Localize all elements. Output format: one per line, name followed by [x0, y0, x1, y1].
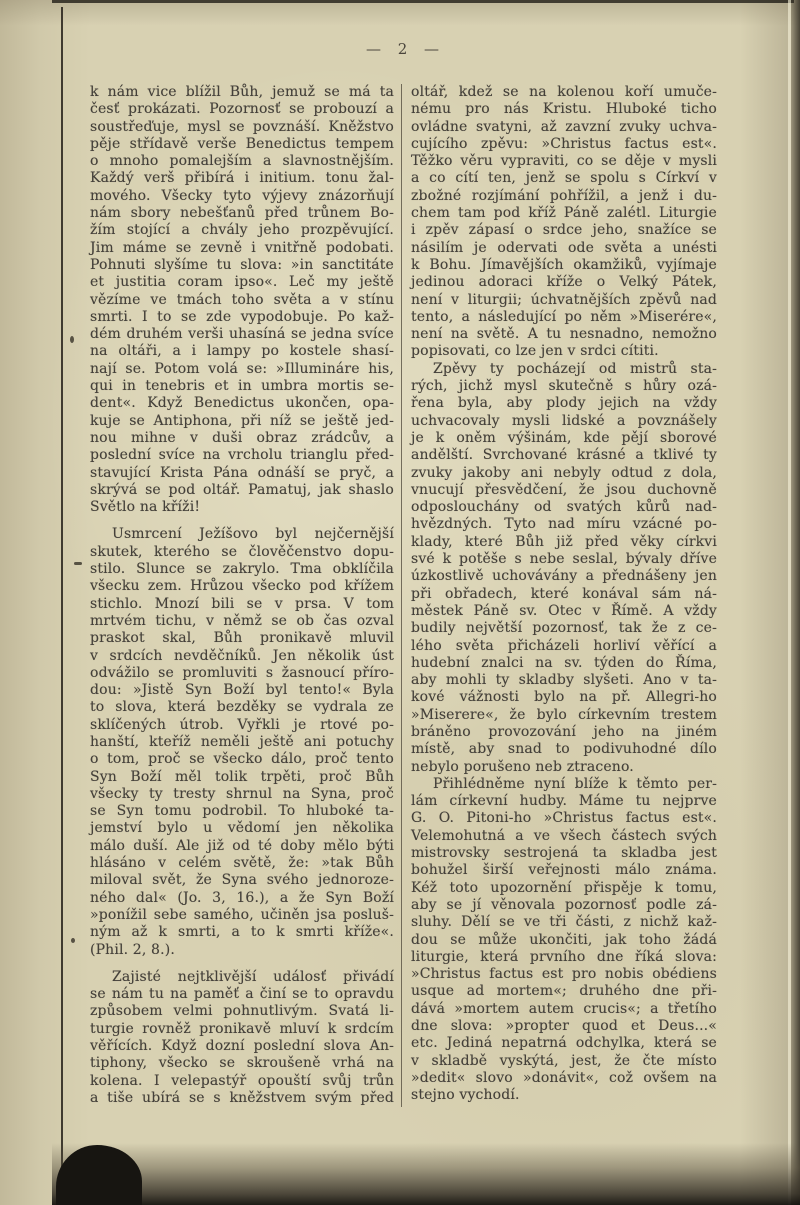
text-line: k nám vice blížil Bůh, jemuž se má ta	[90, 84, 394, 100]
text-line: Přihlédněme nyní blíže k těmto per-	[433, 775, 717, 792]
text-line: (Phil. 2, 8.).	[90, 941, 175, 958]
text-line: praskot skal, Bůh pronikavě mluvil	[90, 630, 394, 647]
text-line: Zajisté nejtklivější událosť přivádí	[112, 968, 394, 985]
text-line: miloval svět, že Syna svého jednoroze-	[90, 872, 394, 889]
text-line: kuje se Antiphona, při níž se ještě jed-	[90, 412, 394, 429]
text-line: česť prokázati. Pozornosť se probouzí a	[90, 101, 394, 118]
text-line: nou mihne v duši obraz zrádcův, a	[90, 429, 394, 446]
text-line: ným až k smrti, a to k smrti kříže«.	[90, 924, 394, 941]
text-line: se Syn tomu podrobil. To hluboké ta-	[90, 803, 394, 820]
page-content	[90, 40, 718, 1107]
scan-bottom-shadow	[52, 1143, 800, 1205]
text-line: »dedit« slovo »donávit«, což ovšem na	[411, 1069, 717, 1086]
text-line: na oltáři, a i lampy po kostele shasí-	[90, 343, 394, 360]
text-line: sluhy. Dělí se ve tři části, z nichž kaž-	[411, 914, 717, 931]
text-line: nému pro nás Kristu. Hluboké ticho	[411, 101, 717, 118]
text-line: v skladbě vyskýtá, jest, že čte místo	[411, 1052, 717, 1069]
text-line: Pohnuti slyšíme tu slova: »in sanctitáte	[90, 256, 394, 273]
text-line: Usmrcení Ježíšovo byl nejčernější	[112, 526, 394, 543]
text-line: hvězdných. Tyto nad míru vzácné po-	[411, 516, 717, 533]
text-line: jemství bylo u vědomí jen několika	[90, 820, 394, 837]
text-line: stilo. Slunce se zakrylo. Tma obklíčila	[90, 561, 394, 578]
text-line: mrtvém tichu, v němž se ob čas ozval	[90, 612, 394, 629]
text-line: stejno vychodí.	[411, 1087, 520, 1104]
text-line: i zpěv zápasí o srdce jeho, snažíce se	[411, 222, 717, 239]
text-line: všecku zem. Hrůzou všecko pod křížem	[90, 578, 394, 595]
text-line: vnucují přesvědčení, že jsou duchovně	[411, 481, 717, 498]
text-line: dent«. Když Benedictus ukončen, opa-	[90, 395, 394, 412]
text-line: aby mohli ty skladby slyšeti. Ano v ta-	[411, 672, 717, 689]
text-line: dou se může ukončiti, jak toho žádá	[411, 931, 717, 948]
book-spine-line	[61, 7, 63, 1205]
text-line: Těžko věru vypraviti, co se děje v mysli	[411, 153, 717, 170]
text-line: není v liturgii; úchvatnějších zpěvů nad	[411, 291, 717, 308]
text-line: turgie rovněž pronikavě mluví k srdcím	[90, 1020, 394, 1037]
text-line: andělští. Svrchované krásné a tklivé ty	[411, 447, 717, 464]
text-line: při obřadech, které konával sám ná-	[411, 585, 717, 602]
text-line: se nám tu na paměť a činí se to opravdu	[90, 986, 394, 1003]
text-line: liturgie, která prvního dne říká slova:	[411, 948, 717, 965]
text-line: kové vážnosti bylo na př. Allegri-ho	[411, 689, 717, 706]
text-line: všecky ty tresty shrnul na Syna, proč	[90, 785, 394, 802]
scan-edge-top	[52, 0, 794, 3]
text-line: usque ad mortem«; druhého dne při-	[411, 983, 717, 1000]
text-line: řena byla, aby plody jejich na vždy	[411, 395, 717, 412]
text-line: uchvacovaly mysli lidské a povznášely	[411, 412, 717, 429]
paragraph	[90, 526, 394, 958]
text-line: nebylo porušeno neb ztraceno.	[411, 758, 634, 775]
text-line: Světlo na kříži!	[90, 499, 201, 516]
text-line: málo duší. Ale již od té doby mělo býti	[90, 837, 394, 854]
text-line: qui in tenebris et in umbra mortis se-	[90, 378, 394, 395]
page-number: — 2 —	[365, 40, 443, 58]
paragraph	[411, 84, 717, 361]
text-line: zbožné rozjímání pohřížil, a jenž i du-	[411, 187, 717, 204]
text-line: G. O. Pitoni-ho »Christus factus est«.	[411, 810, 717, 827]
text-line: hlásáno v celém světě, že: »tak Bůh	[90, 855, 394, 872]
text-line: k Bohu. Jímavějších okamžiků, vyjímaje	[411, 256, 717, 273]
text-line: pěje střídavě verše Benedictus tempem	[90, 135, 394, 152]
text-line: ného dal« (Jo. 3, 16.), a že Syn Boží	[90, 889, 394, 906]
text-line: soustřeďuje, mysl se povznáší. Kněžstvo	[90, 118, 394, 135]
text-line: jedinou adoraci kříže o Velký Pátek,	[411, 274, 717, 291]
text-line: chem tam pod kříž Páně zalétl. Liturgie	[411, 205, 717, 222]
text-line: žím stojící a chvály jeho prozpěvující.	[90, 222, 394, 239]
text-line: stavující Krista Pána odnáší se pryč, a	[90, 464, 394, 481]
text-line: dou: »Jistě Syn Boží byl tento!« Byla	[90, 682, 394, 699]
text-line: Zpěvy ty pocházejí od mistrů sta-	[433, 360, 717, 377]
text-line: úzkostlivě uchovávány a přednášeny jen	[411, 568, 717, 585]
text-line: není na světě. A tu nesnadno, nemožno	[411, 326, 717, 343]
text-line: tento, a následující po něm »Miserére«,	[411, 308, 717, 325]
text-line: mového. Všecky tyto výjevy znázorňují	[90, 187, 394, 204]
text-line: v srdcích nevděčníků. Jen několik úst	[90, 647, 394, 664]
text-line: poslední svíce na vrcholu trianglu před-	[90, 447, 394, 464]
text-line: Kéž toto upozornění přispěje k tomu,	[411, 879, 717, 896]
text-line: smrti. I to se zde vypodobuje. Po kaž-	[90, 308, 394, 325]
text-columns	[90, 84, 718, 1107]
text-line: nám sbory nebešťanů před trůnem Bo-	[90, 205, 394, 222]
scan-speck	[71, 938, 75, 943]
text-line: způsobem velmi pohnutlivým. Svatá li-	[90, 1003, 394, 1020]
text-line: zvuky jakoby ani nebyly odtud z dola,	[411, 464, 717, 481]
text-line: dém druhém verši uhasíná se jedna svíce	[90, 326, 394, 343]
text-line: násilím je odervati ode světa a unésti	[411, 239, 717, 256]
text-line: Syn Boží měl tolik trpěti, proč Bůh	[90, 768, 394, 785]
text-line: Velemohutná a ve všech částech svých	[411, 827, 717, 844]
text-line: odvážilo se promluviti s žasnoucí příro-	[90, 664, 394, 681]
text-line: kolena. I velepastýř opouští svůj trůn	[90, 1072, 394, 1089]
text-line: hanští, kteříž neměli ještě ani potuchy	[90, 733, 394, 750]
text-line: odposlouchány od svatých kůrů nad-	[411, 499, 717, 516]
text-line: vězíme ve tmách toho světa a v stínu	[90, 291, 394, 308]
text-line: své k potěše s nebe seslal, bývaly dříve	[411, 551, 717, 568]
text-line: budily největší pozornosť, tak že z ce-	[411, 620, 717, 637]
text-line: věřících. Když dozní poslední slova An-	[90, 1038, 394, 1055]
text-line: hudební znalci na sv. týden do Říma,	[411, 654, 717, 671]
scan-edge-right-shadow	[791, 0, 800, 1205]
text-line: oltář, kdež se na kolenou koří umuče-	[411, 84, 717, 100]
paragraph	[90, 969, 394, 1107]
text-line: stichlo. Mnozí bili se v prsa. V tom	[90, 595, 394, 612]
text-line: skutek, kterého se člověčenstvo dopu-	[90, 543, 394, 560]
text-line: nají se. Potom volá se: »Illumináre his,	[90, 360, 394, 377]
paragraph	[411, 361, 717, 776]
paragraph	[411, 776, 717, 1105]
column-left	[90, 84, 394, 1107]
text-line: popisovati, co lze jen v srdci cítiti.	[411, 343, 659, 360]
text-line: mistrovsky sestrojená ta skladba jest	[411, 845, 717, 862]
text-line: Každý verš přibírá i initium. tonu žal-	[90, 170, 394, 187]
text-line: je k oněm výšinám, kde pějí sborové	[411, 429, 717, 446]
column-right	[411, 84, 717, 1107]
scan-speck	[74, 562, 82, 565]
text-line: rých, jichž mysl skutečně s hůry ozá-	[411, 378, 717, 395]
text-line: dává »mortem autem crucis«; a třetího	[411, 1000, 717, 1017]
text-line: bohužel širší veřejnosti málo známa.	[411, 862, 717, 879]
text-line: cujícího zpěvu: »Christus factus est«.	[411, 135, 717, 152]
text-line: dne slova: »propter quod et Deus...«	[411, 1018, 717, 1035]
text-line: o mnoho pomalejším a slavnostnějším.	[90, 153, 394, 170]
text-line: lého světa přicházeli horliví věřící a	[411, 637, 717, 654]
text-line: Jim máme se zevně i vnitřně podobati.	[90, 239, 394, 256]
text-line: »ponížil sebe samého, učiněn jsa posluš-	[90, 906, 394, 923]
text-line: aby se jí věnovala pozornosť podle zá-	[411, 896, 717, 913]
text-line: a tiše ubírá se s kněžstvem svým před	[90, 1089, 394, 1106]
text-line: tiphony, všecko se skroušeně vrhá na	[90, 1055, 394, 1072]
text-line: et justitia coram ipso«. Leč my ještě	[90, 274, 394, 291]
text-line: místě, aby snad to podivuhodné dílo	[411, 741, 717, 758]
text-line: etc. Jediná nepatrná odchylka, která se	[411, 1035, 717, 1052]
text-line: skrývá se pod oltář. Pamatuj, jak shaslo	[90, 481, 394, 498]
column-divider	[401, 84, 402, 1107]
text-line: městek Páně sv. Otec v Římě. A vždy	[411, 602, 717, 619]
text-line: bráněno provozování jeho na jiném	[411, 723, 717, 740]
text-line: sklíčených útrob. Vyřkli je rtové po-	[90, 716, 394, 733]
text-line: »Miserere«, že bylo církevním trestem	[411, 706, 717, 723]
text-line: to slova, která bezděky se vydrala ze	[90, 699, 394, 716]
text-line: lám církevní hudby. Máme tu nejprve	[411, 793, 717, 810]
text-line: »Christus factus est pro nobis obédiens	[411, 966, 717, 983]
text-line: a co cítí ten, jenž se spolu s Církví v	[411, 170, 717, 187]
scan-speck	[70, 336, 74, 343]
text-line: klady, které Bůh již před věky církvi	[411, 533, 717, 550]
text-line: ovládne svatyni, až zavzní zvuky uchva-	[411, 118, 717, 135]
paragraph	[90, 84, 394, 516]
text-line: o tom, proč se všecko dálo, proč tento	[90, 751, 394, 768]
